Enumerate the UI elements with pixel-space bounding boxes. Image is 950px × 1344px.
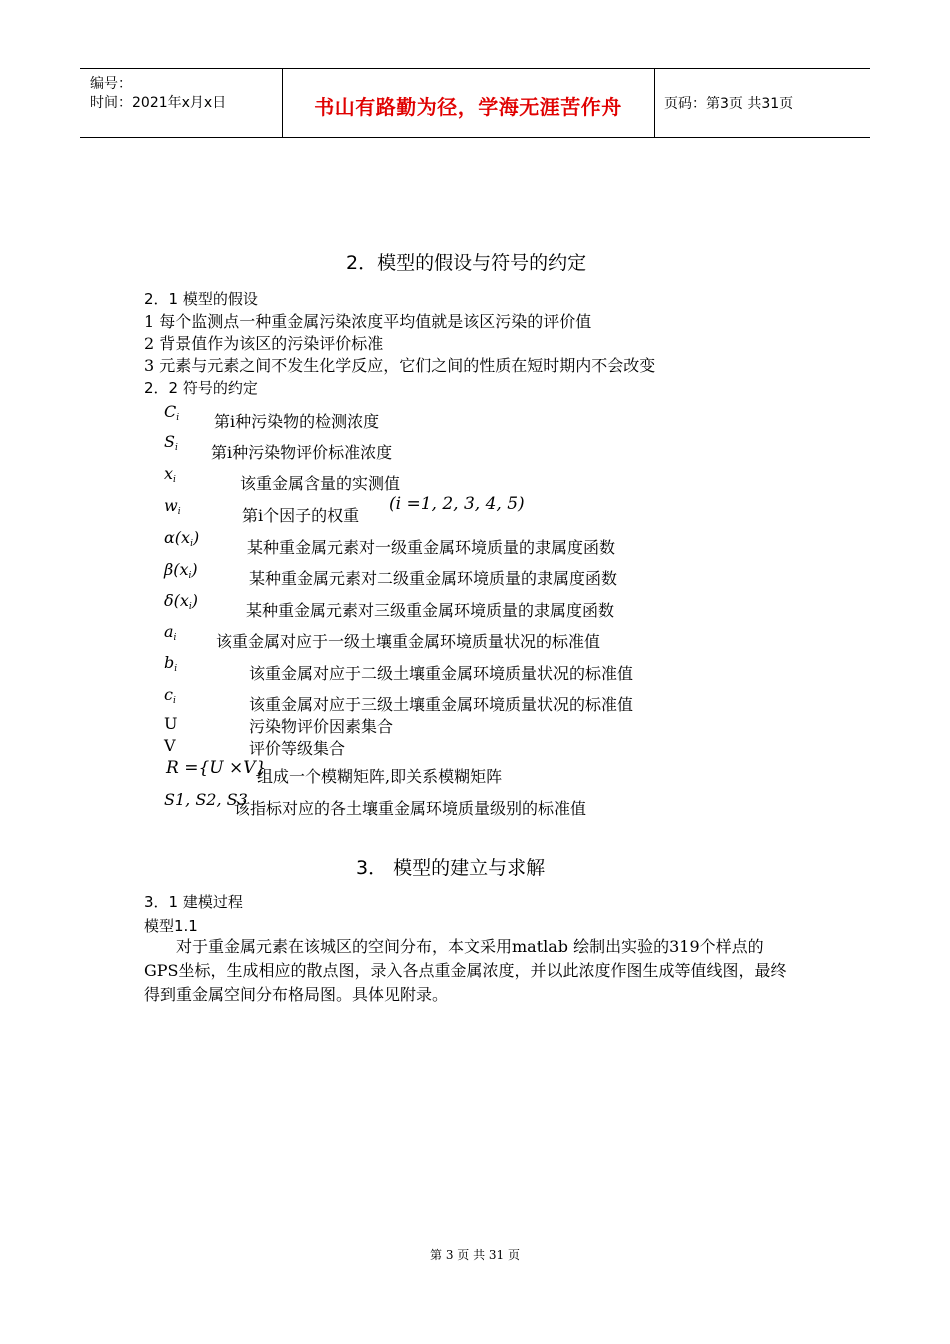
section2-sub2: 2．2 符号的约定 xyxy=(144,379,258,397)
symbol-desc: 组成一个模糊矩阵,即关系模糊矩阵 xyxy=(257,767,503,786)
symbol: $S_i$ xyxy=(164,432,178,453)
symbol: $w_i$ xyxy=(164,496,181,517)
symbol-desc: 污染物评价因素集合 xyxy=(249,717,394,736)
symbol-desc: 该重金属对应于三级土壤重金属环境质量状况的标准值 xyxy=(249,695,634,714)
assumption-2: 2 背景值作为该区的污染评价标准 xyxy=(144,334,384,353)
symbol: S1, S2, S3 xyxy=(164,790,248,809)
symbol-desc: 该重金属对应于一级土壤重金属环境质量状况的标准值 xyxy=(216,632,601,651)
symbol: $b_i$ xyxy=(164,653,178,674)
section2-title: 2．模型的假设与符号的约定 xyxy=(346,252,587,274)
symbol: $x_i$ xyxy=(164,464,176,485)
symbol-desc: 第i个因子的权重 xyxy=(242,506,360,525)
symbol-desc: 某种重金属元素对三级重金属环境质量的隶属度函数 xyxy=(246,601,615,620)
header-divider xyxy=(654,69,655,137)
symbol-desc: 该重金属含量的实测值 xyxy=(240,474,401,493)
symbol: $C_i$ xyxy=(164,402,180,423)
section3-title: 3． 模型的建立与求解 xyxy=(356,857,546,879)
symbol-desc: 该指标对应的各土壤重金属环境质量级别的标准值 xyxy=(234,799,587,818)
section3-sub1: 3．1 建模过程 xyxy=(144,893,243,911)
assumption-3: 3 元素与元素之间不发生化学反应，它们之间的性质在短时期内不会改变 xyxy=(144,356,656,375)
symbol: $\alpha(x_i)$ xyxy=(164,528,200,549)
section2-sub1: 2．1 模型的假设 xyxy=(144,290,258,308)
header-motto: 书山有路勤为径，学海无涯苦作舟 xyxy=(314,95,622,119)
symbol: R ={U ×V} xyxy=(166,758,267,778)
symbol-desc: 某种重金属元素对二级重金属环境质量的隶属度函数 xyxy=(249,569,618,588)
symbol-desc: 第i种污染物的检测浓度 xyxy=(214,412,380,431)
header-page-label: 页码：第3页 共31页 xyxy=(664,96,794,112)
symbol-desc: 该重金属对应于二级土壤重金属环境质量状况的标准值 xyxy=(249,664,634,683)
symbol: $\delta(x_i)$ xyxy=(164,591,199,612)
page-footer: 第 3 页 共 31 页 xyxy=(430,1248,520,1262)
symbol: $\beta(x_i)$ xyxy=(164,560,198,581)
symbol: U xyxy=(164,714,178,733)
symbol: $c_i$ xyxy=(164,685,176,706)
section3-paragraph: 对于重金属元素在该城区的空间分布，本文采用matlab 绘制出实验的319个样点的GPS坐标，生成相应的散点图，录入各点重金属浓度，并以此浓度作图生成等值线图，最终得到重金属空间分布格局图。具体见附录。 xyxy=(144,937,787,1004)
symbol-desc: 评价等级集合 xyxy=(249,739,346,758)
symbol-desc: 某种重金属元素对一级重金属环境质量的隶属度函数 xyxy=(247,538,616,557)
symbol-desc: 第i种污染物评价标准浓度 xyxy=(211,443,393,462)
assumption-1: 1 每个监测点一种重金属污染浓度平均值就是该区污染的评价值 xyxy=(144,312,592,331)
header-number-label: 编号： xyxy=(90,76,132,92)
header-time-label: 时间：2021年x月x日 xyxy=(90,95,227,111)
symbol-range: (i =1, 2, 3, 4, 5) xyxy=(389,494,525,514)
model-label: 模型1.1 xyxy=(144,917,198,935)
page-header xyxy=(80,68,870,138)
symbol: $a_i$ xyxy=(164,622,177,643)
symbol: V xyxy=(164,736,176,755)
